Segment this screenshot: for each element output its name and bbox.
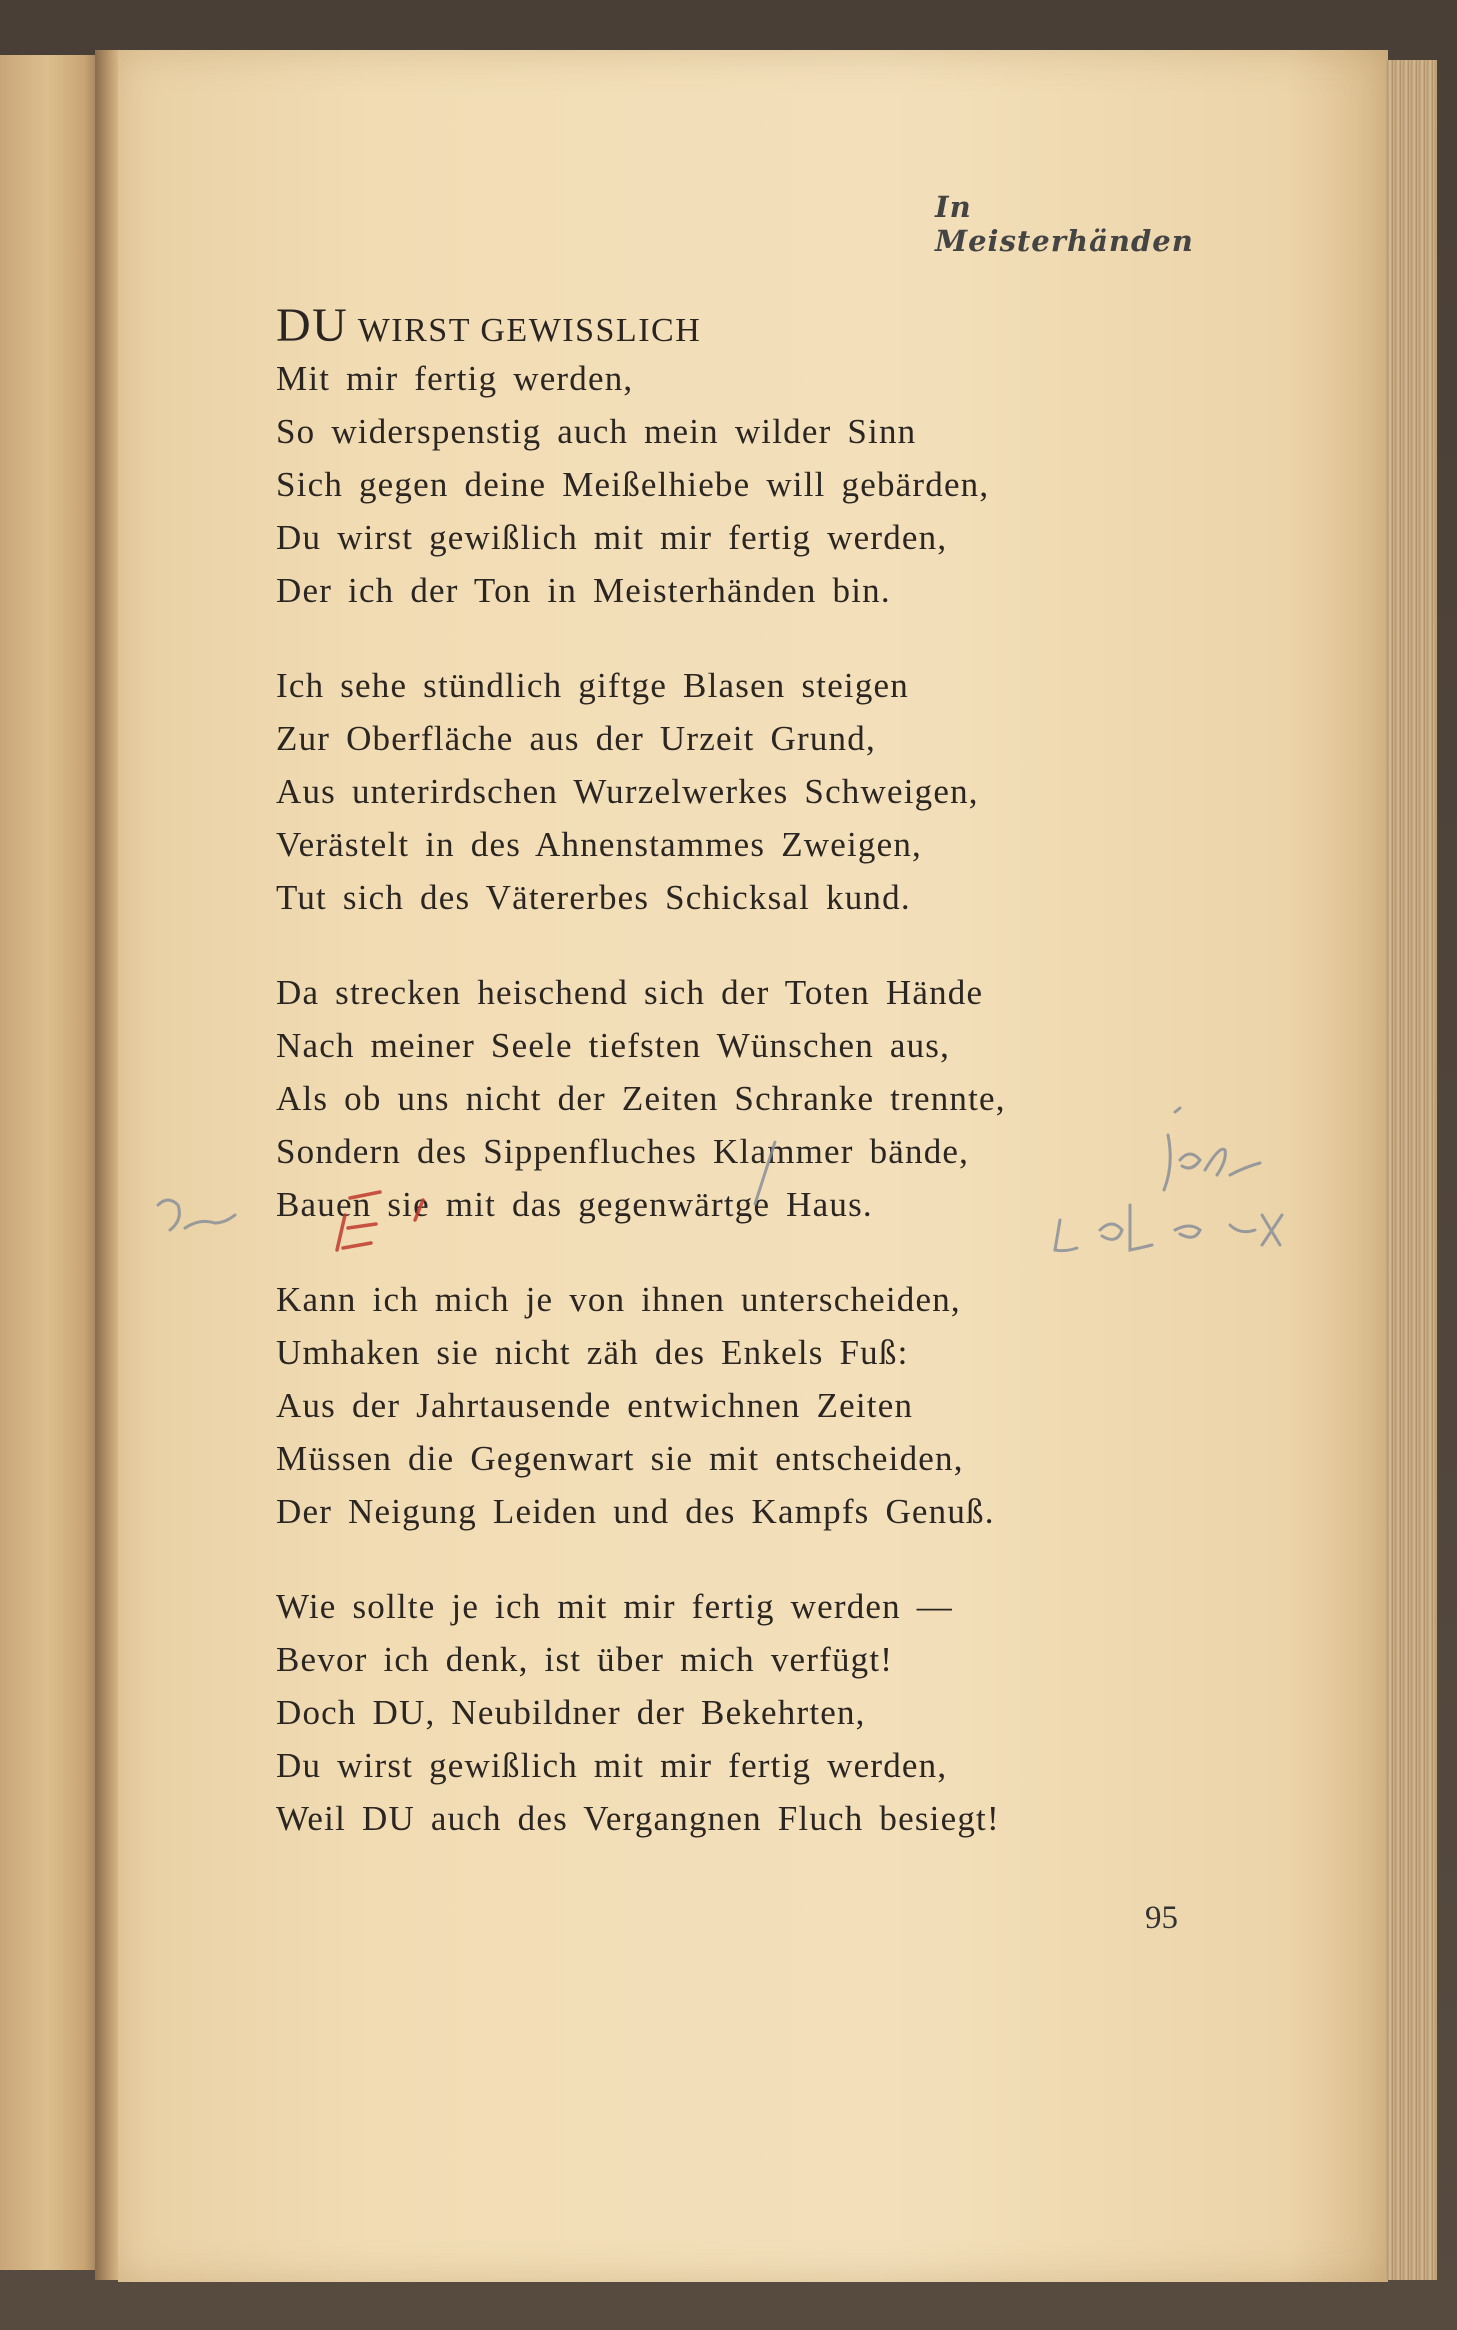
poem-line: Der ich der Ton in Meisterhänden bin. bbox=[276, 571, 891, 610]
poem-title-initial: DU bbox=[276, 299, 349, 352]
poem-line: Du wirst gewißlich mit mir fertig werden, bbox=[276, 1746, 948, 1785]
stanza-5 bbox=[276, 1580, 1236, 1845]
poem-line: Du wirst gewißlich mit mir fertig werden, bbox=[276, 518, 948, 557]
poem-line: Bauen sie mit das gegenwärtge Haus. bbox=[276, 1185, 873, 1224]
page-number: 95 bbox=[1145, 1900, 1178, 1936]
poem-line: Aus der Jahrtausende entwichnen Zeiten bbox=[276, 1386, 914, 1425]
poem-line: Tut sich des Vätererbes Schicksal kund. bbox=[276, 878, 911, 917]
facing-page-edge bbox=[0, 55, 105, 2270]
poem-line: Ich sehe stündlich giftge Blasen steigen bbox=[276, 666, 909, 705]
poem-line: Weil DU auch des Vergangnen Fluch besiegt! bbox=[276, 1799, 1000, 1838]
poem-line: So widerspenstig auch mein wilder Sinn bbox=[276, 412, 917, 451]
poem-line: Mit mir fertig werden, bbox=[276, 359, 634, 398]
stanza-1 bbox=[276, 352, 1236, 617]
poem-line: Wie sollte je ich mit mir fertig werden — bbox=[276, 1587, 954, 1626]
poem-line: Doch DU, Neubildner der Bekehrten, bbox=[276, 1693, 866, 1732]
poem-title bbox=[276, 300, 1236, 352]
poem-line: Verästelt in des Ahnenstammes Zweigen, bbox=[276, 825, 922, 864]
stanza-2 bbox=[276, 659, 1236, 924]
poem-line: Bevor ich denk, ist über mich verfügt! bbox=[276, 1640, 894, 1679]
poem-line: Sondern des Sippenfluches Klammer bände, bbox=[276, 1132, 970, 1171]
poem-line: Umhaken sie nicht zäh des Enkels Fuß: bbox=[276, 1333, 909, 1372]
page-stack-edge bbox=[1385, 60, 1437, 2280]
stanza-3 bbox=[276, 966, 1236, 1231]
poem-line: Zur Oberfläche aus der Urzeit Grund, bbox=[276, 719, 876, 758]
poem-line: Als ob uns nicht der Zeiten Schranke trennte, bbox=[276, 1079, 1006, 1118]
poem-line: Aus unterirdschen Wurzelwerkes Schweigen, bbox=[276, 772, 979, 811]
poem-line: Der Neigung Leiden und des Kampfs Genuß. bbox=[276, 1492, 995, 1531]
poem-line: Müssen die Gegenwart sie mit entscheiden, bbox=[276, 1439, 964, 1478]
running-header: In Meisterhänden bbox=[935, 190, 1194, 258]
poem bbox=[276, 300, 1236, 1887]
poem-title-rest: WIRST GEWISSLICH bbox=[348, 312, 702, 349]
poem-line: Sich gegen deine Meißelhiebe will gebärden, bbox=[276, 465, 990, 504]
poem-line: Nach meiner Seele tiefsten Wünschen aus, bbox=[276, 1026, 951, 1065]
poem-line: Kann ich mich je von ihnen unterscheiden, bbox=[276, 1280, 961, 1319]
stanza-4 bbox=[276, 1273, 1236, 1538]
poem-line: Da strecken heischend sich der Toten Hände bbox=[276, 973, 984, 1012]
